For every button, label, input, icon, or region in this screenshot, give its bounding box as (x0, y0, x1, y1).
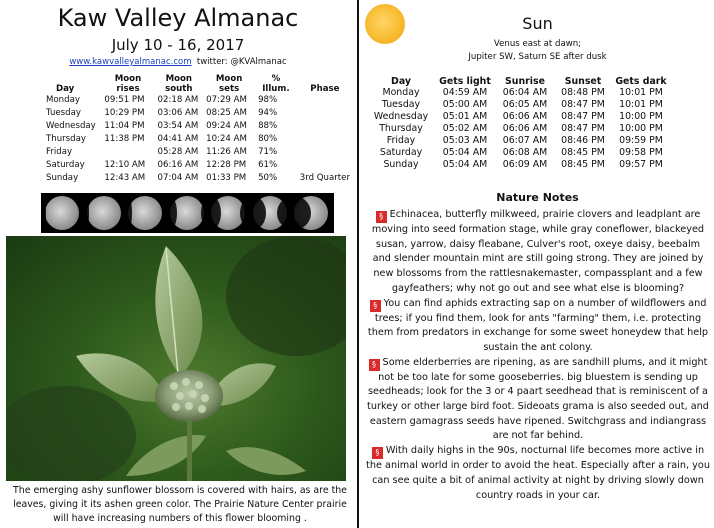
moon-table-header (46, 74, 356, 94)
moon-south: 02:18 AM (157, 95, 199, 105)
moon-sets: 08:25 AM (206, 108, 247, 118)
sun-gets-dark: 10:00 PM (619, 111, 663, 122)
moon-rises: 10:29 PM (104, 108, 145, 118)
moon-rises: 09:51 PM (104, 95, 145, 105)
moon-table-row (46, 120, 356, 133)
section-bullet-icon: § (376, 211, 387, 223)
sun-day: Saturday (379, 147, 423, 158)
moon-day: Sunday (46, 173, 79, 183)
right-column (361, 0, 714, 528)
sun-gets-light: 05:04 AM (442, 159, 488, 170)
sun-gets-dark: 09:57 PM (619, 159, 663, 170)
sun-gets-light: 05:01 AM (442, 111, 488, 122)
moon-rises: 11:38 PM (104, 134, 145, 144)
moon-header-illum: % Illum. (262, 74, 290, 94)
nature-note-text: Echinacea, butterfly milkweed, prairie clovers and leadplant are moving into seed formation stage, while gray coneflower, blackeyed susan, yarrow, daisy fleabane, Culver's root, oxeye daisy, beebalm and slender mountain mint are still going strong. They are joined by new blossoms from the rattlesnakemaster, compassplant and a few gayfeathers; why not go out and see what else is blooming? (371, 209, 705, 294)
sun-table-row (367, 111, 671, 123)
sun-sunrise: 06:08 AM (502, 147, 548, 158)
sun-sunrise: 06:04 AM (502, 87, 548, 98)
moon-south: 03:06 AM (157, 108, 199, 118)
sun-sunset: 08:48 PM (561, 87, 605, 98)
moon-sets: 01:33 PM (206, 173, 247, 183)
sun-day: Friday (386, 135, 416, 146)
moon-day: Tuesday (46, 108, 81, 118)
moon-rises (104, 146, 157, 159)
sun-gets-dark: 09:58 PM (619, 147, 663, 158)
moon-header-phase: Phase (310, 84, 340, 94)
links-line (0, 57, 356, 67)
moon-sets: 11:26 AM (206, 147, 247, 157)
moon-phase (300, 94, 356, 107)
moon-illum: 80% (258, 134, 278, 144)
moon-table (46, 74, 356, 185)
sun-sunrise: 06:06 AM (502, 111, 548, 122)
sun-gets-dark: 10:00 PM (619, 123, 663, 134)
moon-phase (300, 120, 356, 133)
nature-notes (366, 208, 710, 503)
moon-phase-image (170, 196, 204, 230)
sun-table (367, 76, 671, 171)
left-column (0, 0, 356, 528)
sun-day: Thursday (379, 123, 423, 134)
moon-phase-image (128, 196, 162, 230)
moon-sets: 07:29 AM (206, 95, 247, 105)
almanac-title: Kaw Valley Almanac (57, 4, 299, 32)
sun-gets-light: 05:04 AM (442, 147, 488, 158)
moon-day: Thursday (46, 134, 86, 144)
sun-day: Wednesday (373, 111, 429, 122)
sun-gets-dark: 10:01 PM (619, 87, 663, 98)
nature-note-text: With daily highs in the 90s, nocturnal life becomes more active in the animal world in order to avoid the heat. Especially after a rain, you can see quite a bit of animal activity at night by driving slowly down country roads in your car. (366, 445, 710, 501)
moon-table-row (46, 107, 356, 120)
date-range: July 10 - 16, 2017 (111, 36, 245, 54)
moon-south: 07:04 AM (157, 173, 199, 183)
moon-header-south: Moon south (165, 74, 193, 94)
sun-sunset: 08:45 PM (561, 147, 605, 158)
moon-rises: 11:04 PM (104, 121, 145, 131)
moon-south: 04:41 AM (157, 134, 199, 144)
sun-header-sunrise: Sunrise (505, 76, 545, 87)
sun-table-row (367, 123, 671, 135)
moon-illum: 71% (258, 147, 278, 157)
moon-rises: 12:43 AM (104, 173, 146, 183)
sun-gets-light: 05:03 AM (442, 135, 488, 146)
sun-table-row (367, 99, 671, 111)
moon-day: Wednesday (46, 121, 96, 131)
sun-title: Sun (522, 14, 553, 33)
moon-phase (300, 146, 356, 159)
sun-sunrise: 06:05 AM (502, 99, 548, 110)
moon-rises: 12:10 AM (104, 160, 146, 170)
twitter-handle: twitter: @KVAlmanac (196, 57, 287, 67)
photo-caption: The emerging ashy sunflower blossom is covered with hairs, as are the leaves, giving it its ashen green color. The Prairie Nature Center prairie will have increasing numbers of this flower blooming . (13, 485, 347, 524)
moon-day: Friday (46, 147, 73, 157)
sun-sunset: 08:47 PM (561, 111, 605, 122)
moon-header-day: Day (56, 84, 75, 94)
section-bullet-icon: § (369, 359, 380, 371)
moon-phase-image (294, 196, 328, 230)
sun-sunrise: 06:06 AM (502, 123, 548, 134)
moon-sets: 12:28 PM (206, 160, 247, 170)
sun-gets-light: 04:59 AM (442, 87, 488, 98)
website-link[interactable]: www.kawvalleyalmanac.com (69, 57, 192, 67)
moon-phase-image (87, 196, 121, 230)
moon-south: 06:16 AM (157, 160, 199, 170)
moon-day: Monday (46, 95, 80, 105)
moon-table-row (46, 133, 356, 146)
section-bullet-icon: § (372, 447, 383, 459)
sun-header-day: Day (391, 76, 411, 87)
moon-illum: 88% (258, 121, 278, 131)
sun-day: Sunday (383, 159, 419, 170)
nature-note (366, 444, 710, 503)
planets-line-2: Jupiter SW, Saturn SE after dusk (468, 52, 607, 62)
sun-table-row (367, 147, 671, 159)
moon-illum: 94% (258, 108, 278, 118)
planets-line-1: Venus east at dawn; (493, 39, 582, 49)
moon-south: 05:28 AM (157, 147, 199, 157)
sun-gets-light: 05:00 AM (442, 99, 488, 110)
sun-sunset: 08:45 PM (561, 159, 605, 170)
sun-sunset: 08:47 PM (561, 99, 605, 110)
moon-phase (300, 133, 356, 146)
sun-header-gets-dark: Gets dark (615, 76, 667, 87)
sun-header-sunset: Sunset (564, 76, 602, 87)
sun-table-row (367, 135, 671, 147)
moon-sets: 09:24 AM (206, 121, 247, 131)
sunflower-bud-illustration (6, 236, 346, 481)
moon-table-row (46, 172, 356, 185)
planets-note (361, 38, 714, 64)
sun-table-row (367, 159, 671, 171)
sun-sunrise: 06:09 AM (502, 159, 548, 170)
moon-day: Saturday (46, 160, 85, 170)
sun-gets-dark: 09:59 PM (619, 135, 663, 146)
moon-illum: 98% (258, 95, 278, 105)
sun-sunset: 08:46 PM (561, 135, 605, 146)
moon-header-rises: Moon rises (114, 74, 142, 94)
moon-phase (300, 107, 356, 120)
moon-table-row (46, 94, 356, 107)
moon-header-sets: Moon sets (215, 74, 243, 94)
sun-gets-dark: 10:01 PM (619, 99, 663, 110)
nature-note-text: Some elderberries are ripening, as are sandhill plums, and it might not be too late for some gooseberries. big bluestem is sending up seedheads; look for the 3 or 4 paart seedhead that is reminiscent of a turkey or other large bird foot. Sideoats grama is also seeded out, and eastern gamagrass seeds have ripened. Switchgrass and indiangrass are not far behind. (367, 356, 709, 442)
sun-table-row (367, 87, 671, 99)
ashy-sunflower-photo (6, 236, 346, 481)
moon-phase-image (45, 196, 79, 230)
column-divider (357, 0, 359, 528)
sun-day: Monday (382, 87, 420, 98)
sun-day: Tuesday (381, 99, 421, 110)
moon-sets: 10:24 AM (206, 134, 247, 144)
nature-note (366, 356, 710, 445)
nature-notes-title: Nature Notes (496, 191, 579, 204)
moon-table-row (46, 146, 356, 159)
section-bullet-icon: § (370, 300, 381, 312)
moon-phase: 3rd Quarter (299, 173, 350, 183)
nature-note-text: You can find aphids extracting sap on a number of wildflowers and trees; if you find them, look for ants "farming" them, i.e. protecting them from predators in exchange for some sweet honeydew that help sustain the ant colony. (367, 297, 709, 353)
nature-note (366, 208, 710, 297)
moon-illum: 50% (258, 173, 278, 183)
moon-phase-strip (41, 193, 334, 233)
moon-south: 03:54 AM (157, 121, 199, 131)
nature-note (366, 297, 710, 356)
moon-illum: 61% (258, 160, 278, 170)
sun-sunrise: 06:07 AM (502, 135, 548, 146)
sun-gets-light: 05:02 AM (442, 123, 488, 134)
sun-table-header (367, 76, 671, 87)
sun-header-gets-light: Gets light (439, 76, 491, 87)
sun-sunset: 08:47 PM (561, 123, 605, 134)
moon-phase (300, 159, 356, 172)
moon-table-row (46, 159, 356, 172)
